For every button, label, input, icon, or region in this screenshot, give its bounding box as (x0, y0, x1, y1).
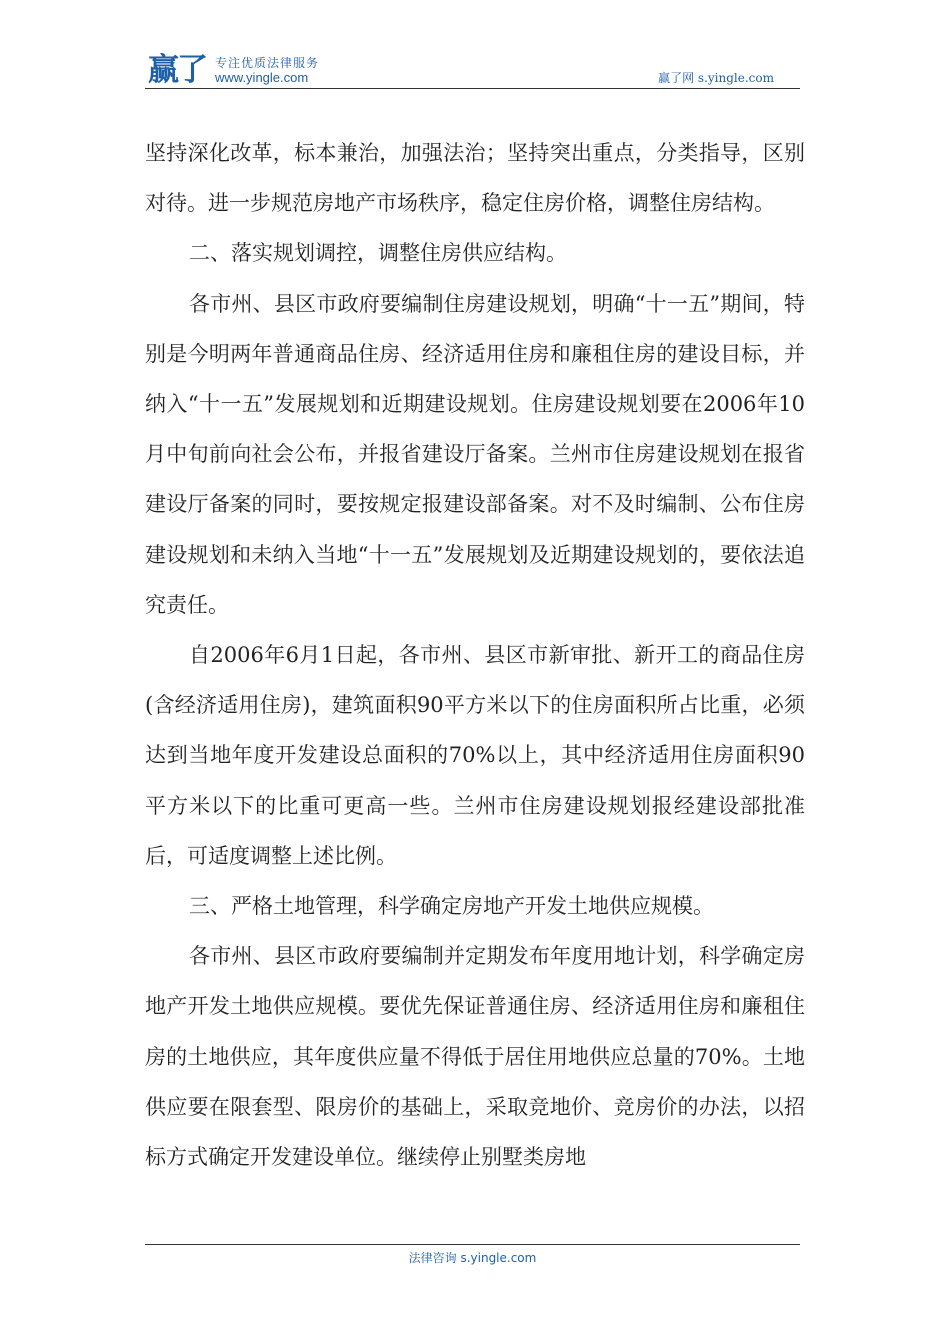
page-header (145, 52, 800, 89)
footer-link[interactable]: 法律咨询 s.yingle.com (408, 1251, 537, 1265)
brand-slogan: 专注优质法律服务 (215, 56, 320, 70)
section-heading-2: 二、落实规划调控，调整住房供应结构。 (189, 241, 567, 266)
section-heading-3: 三、严格土地管理，科学确定房地产开发土地供应规模。 (189, 894, 714, 919)
brand-url[interactable]: www.yingle.com (215, 70, 309, 85)
paragraph-continued: 坚持深化改革，标本兼治，加强法治；坚持突出重点，分类指导，区别对待。进一步规范房地产市场秩序，稳定住房价格，调整住房结构。 (145, 141, 805, 216)
brand-logo[interactable]: 赢了 (148, 52, 206, 88)
paragraph: 各市州、县区市政府要编制并定期发布年度用地计划，科学确定房地产开发土地供应规模。要优先保证普通住房、经济适用住房和廉租住房的土地供应，其年度供应量不得低于居住用地供应总量的70%。土地供应要在限套型、限房价的基础上，采取竞地价、竞房价的办法，以招标方式确定开发建设单位。继续停止别墅类房地 (145, 944, 805, 1170)
paragraph: 自2006年6月1日起，各市州、县区市新审批、新开工的商品住房(含经济适用住房)，建筑面积90平方米以下的住房面积所占比重，必须达到当地年度开发建设总面积的70%以上，其中经济适用住房面积90平方米以下的比重可更高一些。兰州市住房建设规划报经建设部批准后，可适度调整上述比例。 (145, 643, 805, 868)
header-site-link[interactable]: 赢了网 s.yingle.com (658, 71, 774, 85)
page-footer (145, 1244, 800, 1266)
document-body (145, 128, 805, 1182)
paragraph: 各市州、县区市政府要编制住房建设规划，明确“十一五”期间，特别是今明两年普通商品住房、经济适用住房和廉租住房的建设目标，并纳入“十一五”发展规划和近期建设规划。住房建设规划要在2006年10月中旬前向社会公布，并报省建设厅备案。兰州市住房建设规划在报省建设厅备案的同时，要按规定报建设部备案。对不及时编制、公布住房建设规划和未纳入当地“十一五”发展规划及近期建设规划的，要依法追究责任。 (145, 291, 805, 617)
